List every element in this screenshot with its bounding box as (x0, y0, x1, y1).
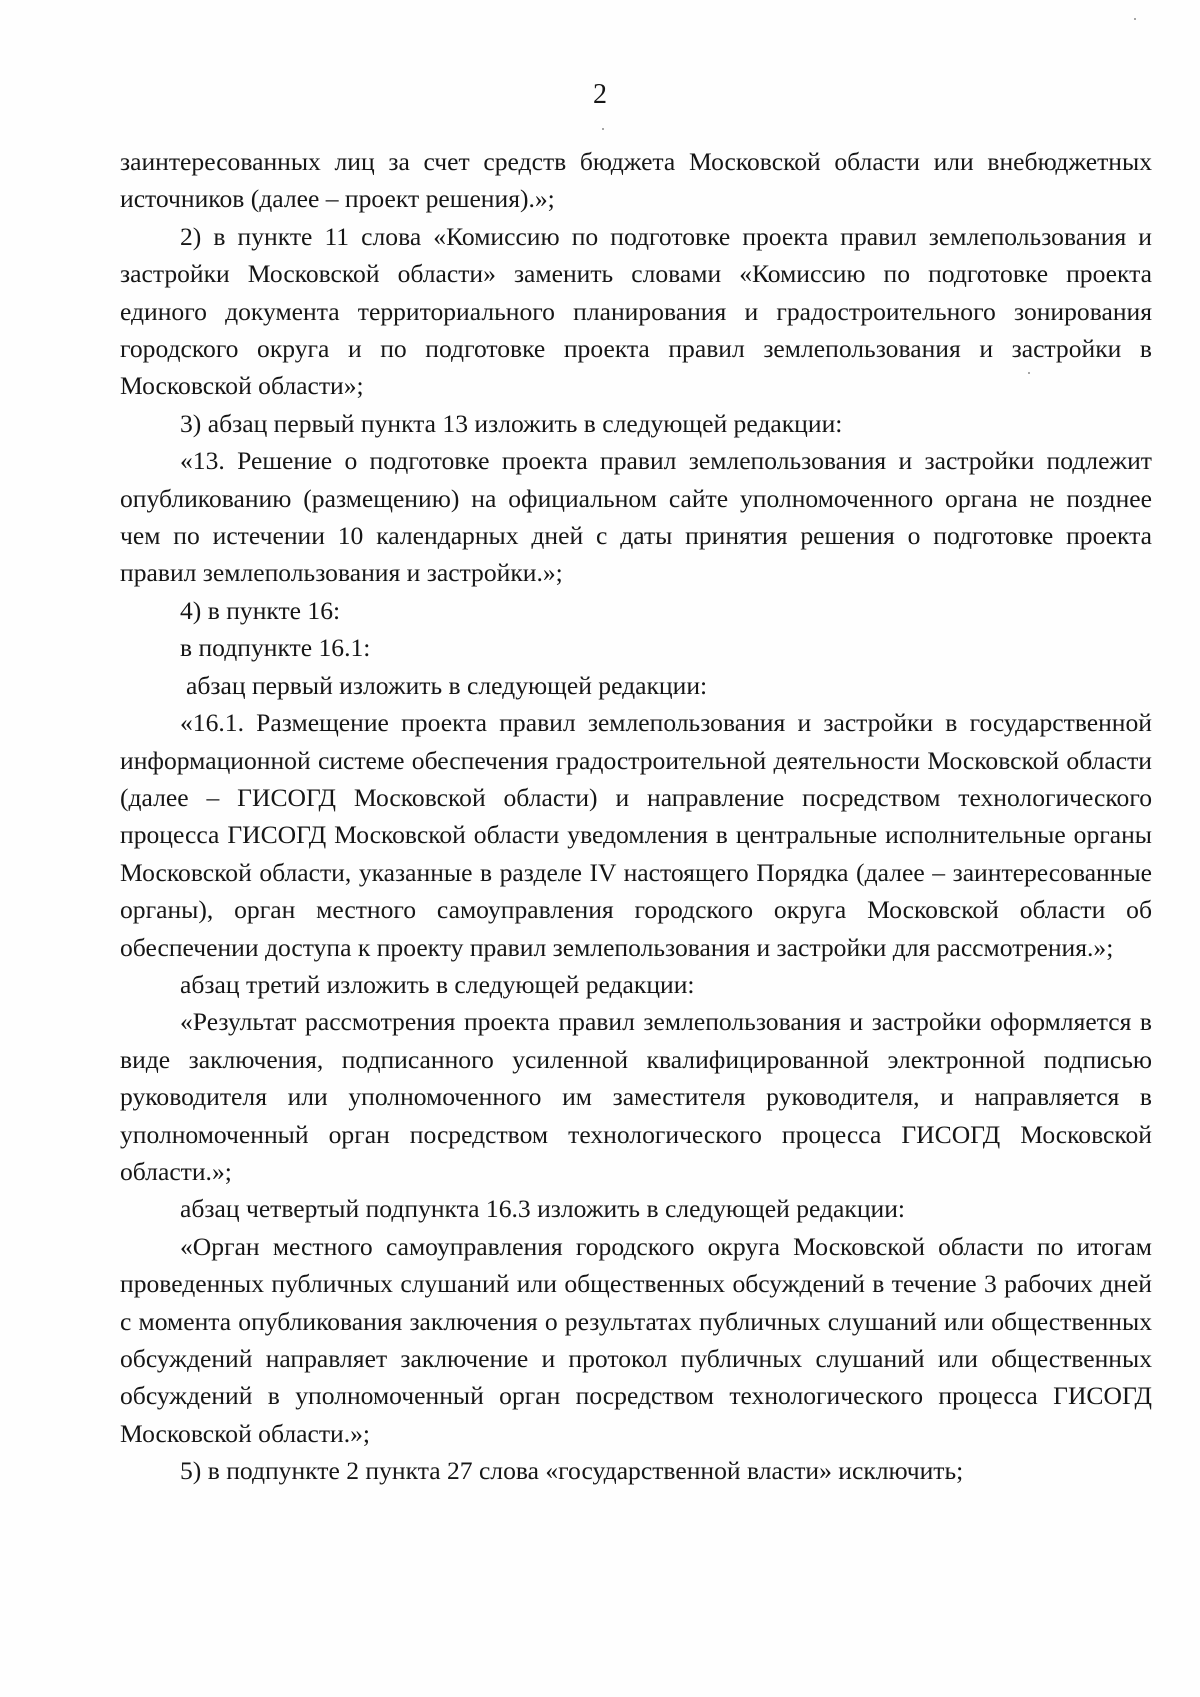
paragraph-quote-16-1: «16.1. Размещение проекта правил землепользования и застройки в государственной информационной системе обеспечения градостроительной деятельности Московской области (далее – ГИСОГД Московской области) и направление посредством технологического процесса ГИСОГД Московской области уведомления в центральные исполнительные органы Московской области, указанные в разделе IV настоящего Порядка (далее – заинтересованные органы), орган местного самоуправления городского округа Московской области об обеспечении доступа к проекту правил землепользования и застройки для рассмотрения.»; (120, 708, 1152, 962)
paragraph-item-5: 5) в подпункте 2 пункта 27 слова «государственной власти» исключить; (180, 1456, 964, 1486)
paragraph-first-abzac: абзац первый изложить в следующей редакции: (186, 670, 708, 700)
paragraph-quote-13: «13. Решение о подготовке проекта правил землепользования и застройки подлежит опубликованию (размещению) на официальном сайте уполномоченного органа не позднее чем по истечении 10 календарных дней с даты принятия решения о подготовке проекта правил землепользования и застройки.»; (120, 446, 1152, 588)
paragraph-quote-result: «Результат рассмотрения проекта правил землепользования и застройки оформляется в виде заключения, подписанного усиленной квалифицированной электронной подписью руководителя или уполномоченного им заместителя руководителя, и направляется в уполномоченный орган посредством технологического процесса ГИСОГД Московской области.»; (120, 1007, 1152, 1186)
document-body (120, 143, 1152, 1490)
scan-speck (1134, 18, 1136, 20)
paragraph-item-4: 4) в пункте 16: (180, 595, 341, 625)
paragraph-continuation: заинтересованных лиц за счет средств бюджета Московской области или внебюджетных источников (далее – проект решения).»; (120, 147, 1152, 214)
paragraph-item-2: 2) в пункте 11 слова «Комиссию по подготовке проекта правил землепользования и застройки Московской области» заменить словами «Комиссию по подготовке проекта единого документа территориального планирования и градостроительного зонирования городского округа и по подготовке проекта правил землепользования и застройки в Московской области»; (120, 221, 1152, 401)
page-number: 2 (593, 79, 607, 110)
scan-speck (1028, 372, 1030, 374)
scan-speck (602, 128, 604, 130)
paragraph-quote-organ: «Орган местного самоуправления городского округа Московской области по итогам проведенных публичных слушаний или общественных обсуждений в течение 3 рабочих дней с момента опубликования заключения о результатах публичных слушаний или общественных обсуждений направляет заключение и протокол публичных слушаний или общественных обсуждений в уполномоченный орган посредством технологического процесса ГИСОГД Московской области.»; (120, 1231, 1152, 1448)
paragraph-item-3: 3) абзац первый пункта 13 изложить в следующей редакции: (180, 408, 843, 438)
paragraph-fourth-abzac: абзац четвертый подпункта 16.3 изложить в следующей редакции: (180, 1194, 906, 1224)
paragraph-third-abzac: абзац третий изложить в следующей редакции: (180, 969, 695, 999)
paragraph-subitem-16-1: в подпункте 16.1: (180, 633, 371, 663)
